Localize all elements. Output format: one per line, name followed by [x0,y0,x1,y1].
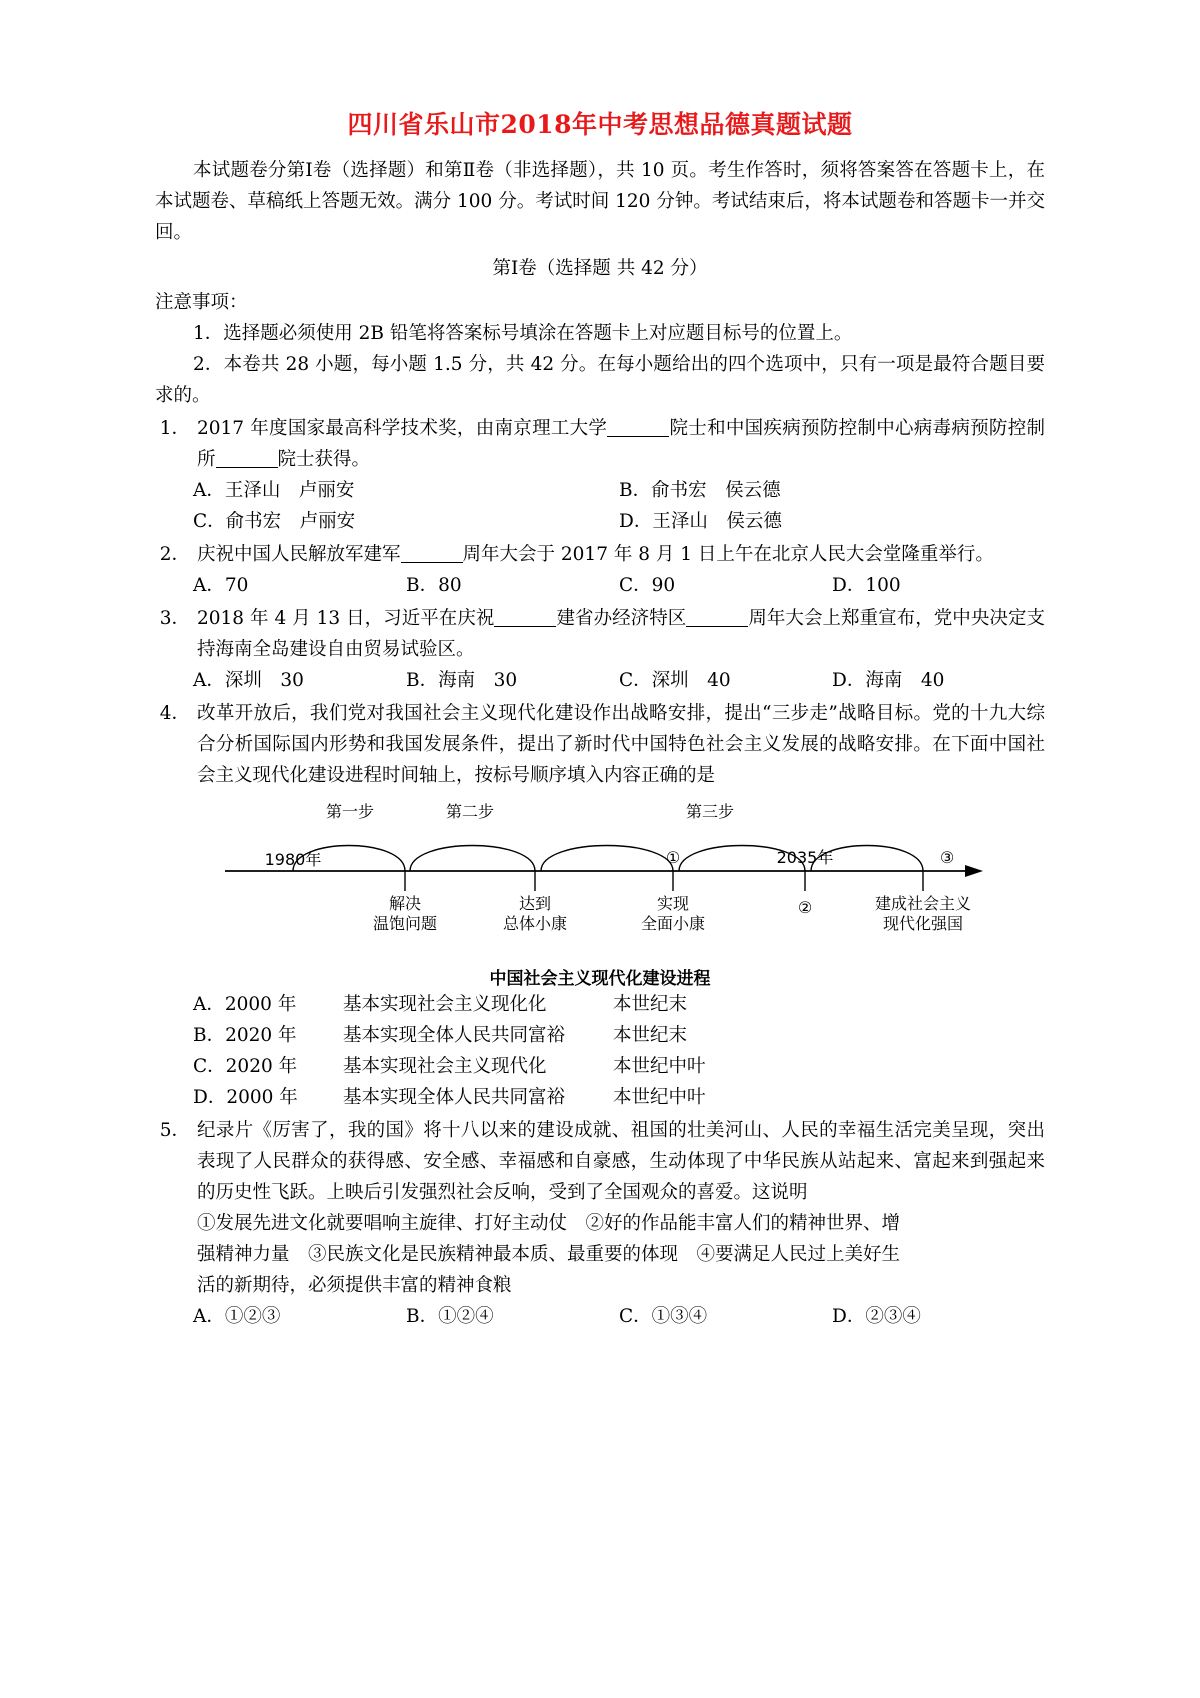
question-5-subitem-line-3: 活的新期待，必须提供丰富的精神食粮 [197,1275,512,1296]
option-b[interactable]: B．80 [406,575,462,596]
question-text: 纪录片《厉害了，我的国》将十八以来的建设成就、祖国的壮美河山、人民的幸福生活完美呈现，突出表现了人民群众的获得感、安全感、幸福感和自豪感，生动体现了中华民族从站起来、富起来到强起来的历史性飞跃。上映后引发强烈社会反响，受到了全国观众的喜爱。这说明 [197,1120,1045,1203]
option-b-middle: 基本实现全体人民共同富裕 [343,1025,566,1046]
fill-blank [401,562,463,563]
question-number: 1． [159,418,190,439]
option-d[interactable] [193,1082,1045,1113]
question-4-options [193,989,1045,1113]
figure-start-year: 1980年 [264,850,322,869]
option-c[interactable]: C．①③④ [619,1306,708,1327]
question-5-options [193,1301,1045,1332]
question-text-part-a: 2018 年 4 月 13 日，习近平在庆祝 [197,608,495,629]
option-d-middle: 基本实现全体人民共同富裕 [343,1087,566,1108]
svg-text:实现: 实现 [656,894,690,913]
figure-step-3-label: 第三步 [685,802,735,821]
question-text [197,539,1045,570]
question-number: 2． [159,544,190,565]
svg-text:温饱问题: 温饱问题 [372,914,438,933]
option-d[interactable]: D．②③④ [832,1306,921,1327]
page-title: 四川省乐山市2018年中考思想品德真题试题 [347,110,853,139]
option-a-right: 本世纪末 [613,994,688,1015]
fill-blank [686,626,748,627]
question-text-part-c: 周年大会上郑重宣布，党中央决定支持海南全岛建设自由贸易试验区。 [197,608,1045,660]
option-c-label: C．2020 年 [193,1056,298,1077]
option-b-right: 本世纪末 [613,1025,688,1046]
option-c[interactable] [193,1051,1045,1082]
svg-text:建成社会主义: 建成社会主义 [874,894,972,913]
notice-item-1: 1．选择题必须使用 2B 铅笔将答案标号填涂在答题卡上对应题目标号的位置上。 [193,323,853,344]
option-d[interactable]: D．王泽山 侯云德 [619,511,782,532]
notice-label: 注意事项： [155,292,248,313]
question-text-part-a: 2017 年度国家最高科学技术奖，由南京理工大学 [197,418,608,439]
question-number: 5． [159,1120,190,1141]
question-text-part-c: 院士获得。 [277,449,371,470]
question-text [197,603,1045,665]
option-b[interactable] [193,1020,1045,1051]
question-4 [155,698,1045,791]
figure-marker-2: ② [797,898,813,917]
question-number: 4． [159,703,190,724]
option-a-middle: 基本实现社会主义现化化 [343,994,547,1015]
option-a-label: A．2000 年 [193,994,297,1015]
question-2-options [193,570,1045,601]
svg-text:现代化强国: 现代化强国 [882,914,964,933]
option-b[interactable]: B．①②④ [406,1306,494,1327]
svg-text:总体小康: 总体小康 [502,914,568,933]
question-text: 改革开放后，我们党对我国社会主义现代化建设作出战略安排，提出“三步走”战略目标。党的十九大综合分析国际国内形势和我国发展条件，提出了新时代中国特色社会主义发展的战略安排。在下面中国社会主义现代化建设进程时间轴上，按标号顺序填入内容正确的是 [197,703,1045,786]
question-text-part-b: 周年大会于 2017 年 8 月 1 日上午在北京人民大会堂隆重举行。 [462,544,994,565]
option-b[interactable]: B．海南 30 [406,670,518,691]
question-3-options [193,665,1045,696]
option-a[interactable]: A．70 [193,575,249,596]
option-c-middle: 基本实现社会主义现代化 [343,1056,547,1077]
figure-step-1-label: 第一步 [325,802,375,821]
figure-caption: 中国社会主义现代化建设进程 [489,969,711,989]
question-number: 3． [159,608,190,629]
fill-blank [607,436,669,437]
fill-blank [494,626,556,627]
question-5-subitem-line-2: 强精神力量 ③民族文化是民族精神最本质、最重要的体现 ④要满足人民过上美好生 [197,1244,901,1265]
option-a[interactable]: A．①②③ [193,1306,281,1327]
notice-item-2: 2．本卷共 28 小题，每小题 1.5 分，共 42 分。在每小题给出的四个选项中，只有一项是最符合题目要求的。 [155,354,1045,406]
option-c[interactable]: C．深圳 40 [619,670,731,691]
question-5 [155,1115,1045,1301]
option-d-label: D．2000 年 [193,1087,298,1108]
svg-text:解决: 解决 [388,894,422,913]
option-a[interactable]: A．深圳 30 [193,670,304,691]
question-3 [155,603,1045,665]
option-b-label: B．2020 年 [193,1025,297,1046]
option-c[interactable]: C．俞书宏 卢丽安 [193,511,356,532]
option-d[interactable]: D．100 [832,575,901,596]
option-a[interactable] [193,989,1045,1020]
option-a[interactable]: A．王泽山 卢丽安 [193,480,355,501]
paper-instructions: 本试题卷分第Ⅰ卷（选择题）和第Ⅱ卷（非选择题），共 10 页。考生作答时，须将答案答在答题卡上，在本试题卷、草稿纸上答题无效。满分 100 分。考试时间 120 分钟。考试结束后，将本试题卷和答题卡一并交回。 [155,160,1045,243]
question-2 [155,539,1045,570]
figure-marker-1: ① [665,848,681,867]
question-text-part-b: 院士和中国疾病预防控制中心病毒病预防控制所 [197,418,1045,470]
figure-mid-year: 2035年 [776,848,834,867]
fill-blank [216,467,278,468]
question-text-part-b: 建省办经济特区 [556,608,687,629]
option-c[interactable]: C．90 [619,575,676,596]
timeline-figure [155,799,1045,964]
svg-text:全面小康: 全面小康 [640,914,706,933]
option-d[interactable]: D．海南 40 [832,670,945,691]
option-d-right: 本世纪中叶 [613,1087,706,1108]
svg-text:达到: 达到 [518,894,552,913]
section-header: 第Ⅰ卷（选择题 共 42 分） [492,258,708,279]
figure-marker-3: ③ [939,848,955,867]
question-text [197,413,1045,475]
question-1-options-row-1 [193,475,1045,506]
figure-step-2-label: 第二步 [445,802,495,821]
question-1 [155,413,1045,475]
option-c-right: 本世纪中叶 [613,1056,706,1077]
option-b[interactable]: B．俞书宏 侯云德 [619,480,781,501]
question-1-options-row-2 [193,506,1045,537]
question-5-subitem-line-1: ①发展先进文化就要唱响主旋律、打好主动仗 ②好的作品能丰富人们的精神世界、增 [197,1213,901,1234]
question-text-part-a: 庆祝中国人民解放军建军 [197,544,401,565]
